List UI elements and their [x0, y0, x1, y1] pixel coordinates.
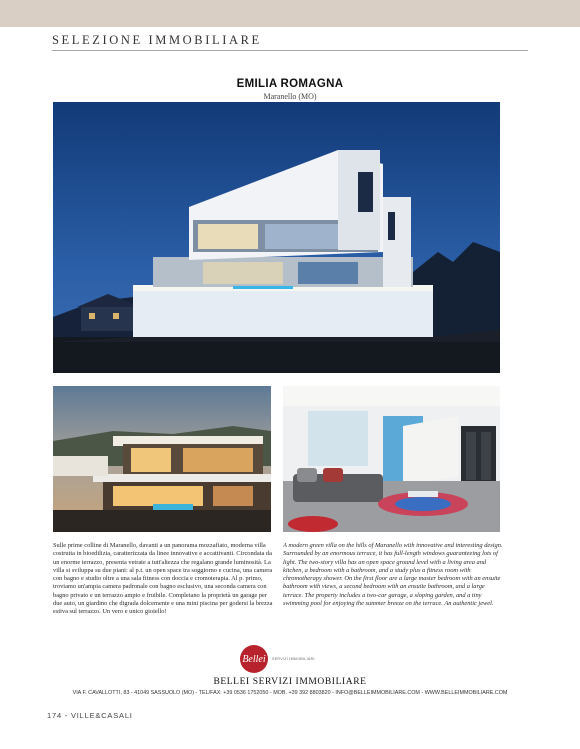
- page-number-label: 174 - VILLE&CASALI: [47, 711, 133, 720]
- listing-region: EMILIA ROMAGNA: [236, 78, 344, 90]
- interior-living-photo: [283, 386, 500, 532]
- description-english: A modern green villa on the hills of Maranello with innovative and interesting design. Surrounded by an enormous terrace, it has full-length windows guaranteeing lots of light. The two-story villa has an open space ground level with a living area and kitchen, a bedroom with a bathroom, and a study plus a fitness room with chromotherapy shower. On the first floor are a large master bedroom with an ensuite bathroom with views, a second bedroom with an ensuite bathroom, and a large terrace. The property includes a two-car garage, a sloping garden, and a tiny swimming pool for enjoying the summer breeze on the terrace. An authentic jewel.: [283, 542, 503, 608]
- agency-name: BELLEI SERVIZI IMMOBILIARE: [213, 677, 367, 687]
- header-divider: [52, 50, 528, 51]
- main-villa-photo: [53, 102, 500, 373]
- section-title: SELEZIONE IMMOBILIARE: [52, 33, 262, 47]
- listing-city: Maranello (MO): [263, 92, 317, 101]
- villa-dusk-photo: [53, 386, 271, 532]
- logo-subtitle: SERVIZI IMMOBILIARI: [272, 657, 315, 661]
- agency-contact-line: VIA F. CAVALLOTTI, 83 - 41049 SASSUOLO (MO) - TEL/FAX: +39 0536 1752050 - MOB. +39 392 8803820 - INFO@BELLEIMMOBILIARE.COM - WWW.BELLEIMMOBILIARE.COM: [72, 690, 508, 696]
- description-italian: Sulle prime colline di Maranello, davanti a un panorama mozzafiato, moderna villa costruita in bioedilizia, caratterizzata da linee innovative e accattivanti. Circondata da un enorme terrazzo, presenta vetrate a tutt'altezza che regalano grande luminosità. La villa si sviluppa su due piani: al p.t. un open space tra soggiorno e cucina, una camera con bagno e studio oltre a una sala fitness con doccia e cromoterapia. Al p. primo, troviamo un'ampia camera padronale con bagno esclusivo, una seconda camera con bagno privato e un terrazzo ampio e fruibile. Completano la proprietà un garage per due auto, un giardino che digrada dolcemente e una mini piscina per godersi la brezza estiva sul terrazzo. Un vero e unico gioiello!: [53, 542, 273, 616]
- agency-logo: [240, 645, 315, 673]
- logo-circle: Bellei: [240, 645, 268, 673]
- top-color-band: [0, 0, 580, 27]
